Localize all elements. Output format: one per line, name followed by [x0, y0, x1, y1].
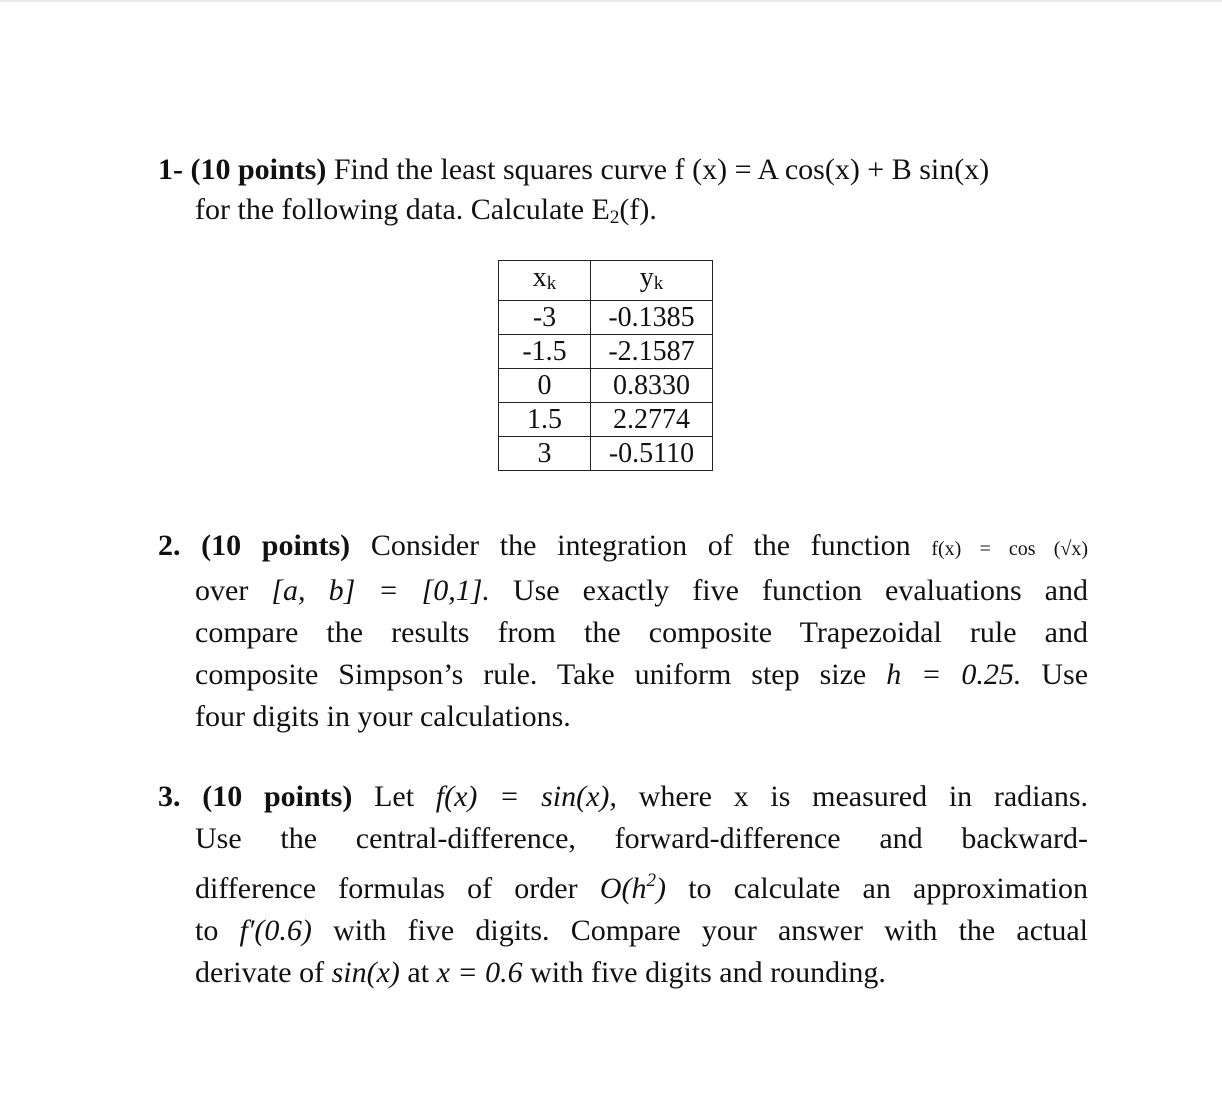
sin-math: sin(x) [331, 956, 400, 989]
problem-3-line-1-post: where x is measured in radians. [638, 780, 1089, 813]
table-row [499, 301, 713, 335]
problem-3-number: 3. [158, 780, 181, 813]
problem-1-number: 1- [158, 153, 183, 186]
problem-3-line-4-pre: to [195, 914, 219, 947]
header-yk-base: y [639, 262, 654, 293]
function-sin-math: f(x) = sin(x), [435, 780, 617, 813]
problem-3-line-1 [158, 776, 1088, 818]
header-xk [499, 261, 591, 301]
cell-x: 0 [499, 369, 591, 403]
problem-2-line-4-post: Use [1041, 658, 1089, 691]
table-header-row [499, 261, 713, 301]
problem-3-line-2: Use the central-difference, forward-difference and backward- [195, 822, 1088, 855]
problem-3 [158, 776, 1088, 994]
header-xk-base: x [532, 262, 547, 293]
problem-1-line-2 [158, 190, 1088, 238]
problem-2-statement: Consider the integration of the function [370, 529, 911, 562]
cell-y: -2.1587 [591, 335, 713, 369]
problem-3-line-1-pre: Let [374, 780, 415, 813]
problem-1-line-1 [158, 150, 1088, 190]
problem-3-line-3-pre: difference formulas of order [195, 872, 578, 905]
cell-x: -1.5 [499, 335, 591, 369]
problem-3-line-5 [158, 952, 1088, 994]
problem-2-line-2 [158, 570, 1088, 612]
problem-3-line-4 [158, 910, 1088, 952]
x-value-math: x = 0.6 [436, 956, 523, 989]
problem-1-line-2-end: (f). [619, 193, 657, 226]
problem-2-points: (10 points) [201, 529, 351, 562]
order-math [600, 872, 666, 905]
cell-y: 0.8330 [591, 369, 713, 403]
order-math-base: O(h [599, 872, 647, 905]
table-row [499, 403, 713, 437]
problem-2-line-5: four digits in your calculations. [195, 700, 571, 733]
problem-3-line-3-post: to calculate an approximation [688, 872, 1089, 905]
problem-3-line-3 [158, 860, 1088, 910]
header-yk-sub: k [653, 273, 664, 294]
problem-1-line-2-text: for the following data. Calculate E [195, 193, 610, 226]
problem-3-line-5-post: with five digits and rounding. [530, 956, 886, 989]
table-row [499, 369, 713, 403]
problem-3-points: (10 points) [202, 780, 353, 813]
header-yk [591, 261, 713, 301]
problem-1-statement: Find the least squares curve f (x) = A cos(x) + B sin(x) [333, 153, 990, 186]
cell-y: 2.2774 [591, 403, 713, 437]
function-formula: f(x) = cos (√x) [931, 538, 1088, 560]
problem-1 [158, 150, 1088, 238]
problem-3-line-5-mid: at [407, 956, 430, 989]
order-math-exponent: 2 [646, 870, 656, 891]
problem-2-line-3: compare the results from the composite Trapezoidal rule and [195, 616, 1088, 649]
interval-math: [a, b] = [0,1]. [271, 574, 490, 607]
table-row [499, 437, 713, 471]
problem-1-points: (10 points) [190, 153, 327, 186]
problem-3-line-5-pre: derivate of [195, 956, 325, 989]
order-math-close: ) [655, 872, 666, 905]
header-xk-sub: k [546, 273, 557, 294]
derivative-math: f′(0.6) [239, 914, 312, 947]
problem-2-line-4-pre: composite Simpson’s rule. Take uniform step size [195, 658, 867, 691]
problem-2 [158, 525, 1088, 738]
problem-3-line-4-post: with five digits. Compare your answer with the actual [333, 914, 1089, 947]
problem-2-number: 2. [158, 529, 181, 562]
cell-y: -0.5110 [591, 437, 713, 471]
e-subscript: 2 [609, 207, 620, 228]
problem-2-line-4 [158, 654, 1088, 696]
cell-x: 1.5 [499, 403, 591, 437]
cell-x: -3 [499, 301, 591, 335]
step-size-math: h = 0.25. [886, 658, 1022, 691]
cell-y: -0.1385 [591, 301, 713, 335]
problem-2-line-2-post: Use exactly five function evaluations and [512, 574, 1088, 607]
problem-2-line-2-pre: over [195, 574, 249, 607]
top-border [0, 0, 1222, 2]
data-table [498, 260, 713, 471]
problem-2-line-1 [158, 525, 1088, 570]
cell-x: 3 [499, 437, 591, 471]
table-row [499, 335, 713, 369]
